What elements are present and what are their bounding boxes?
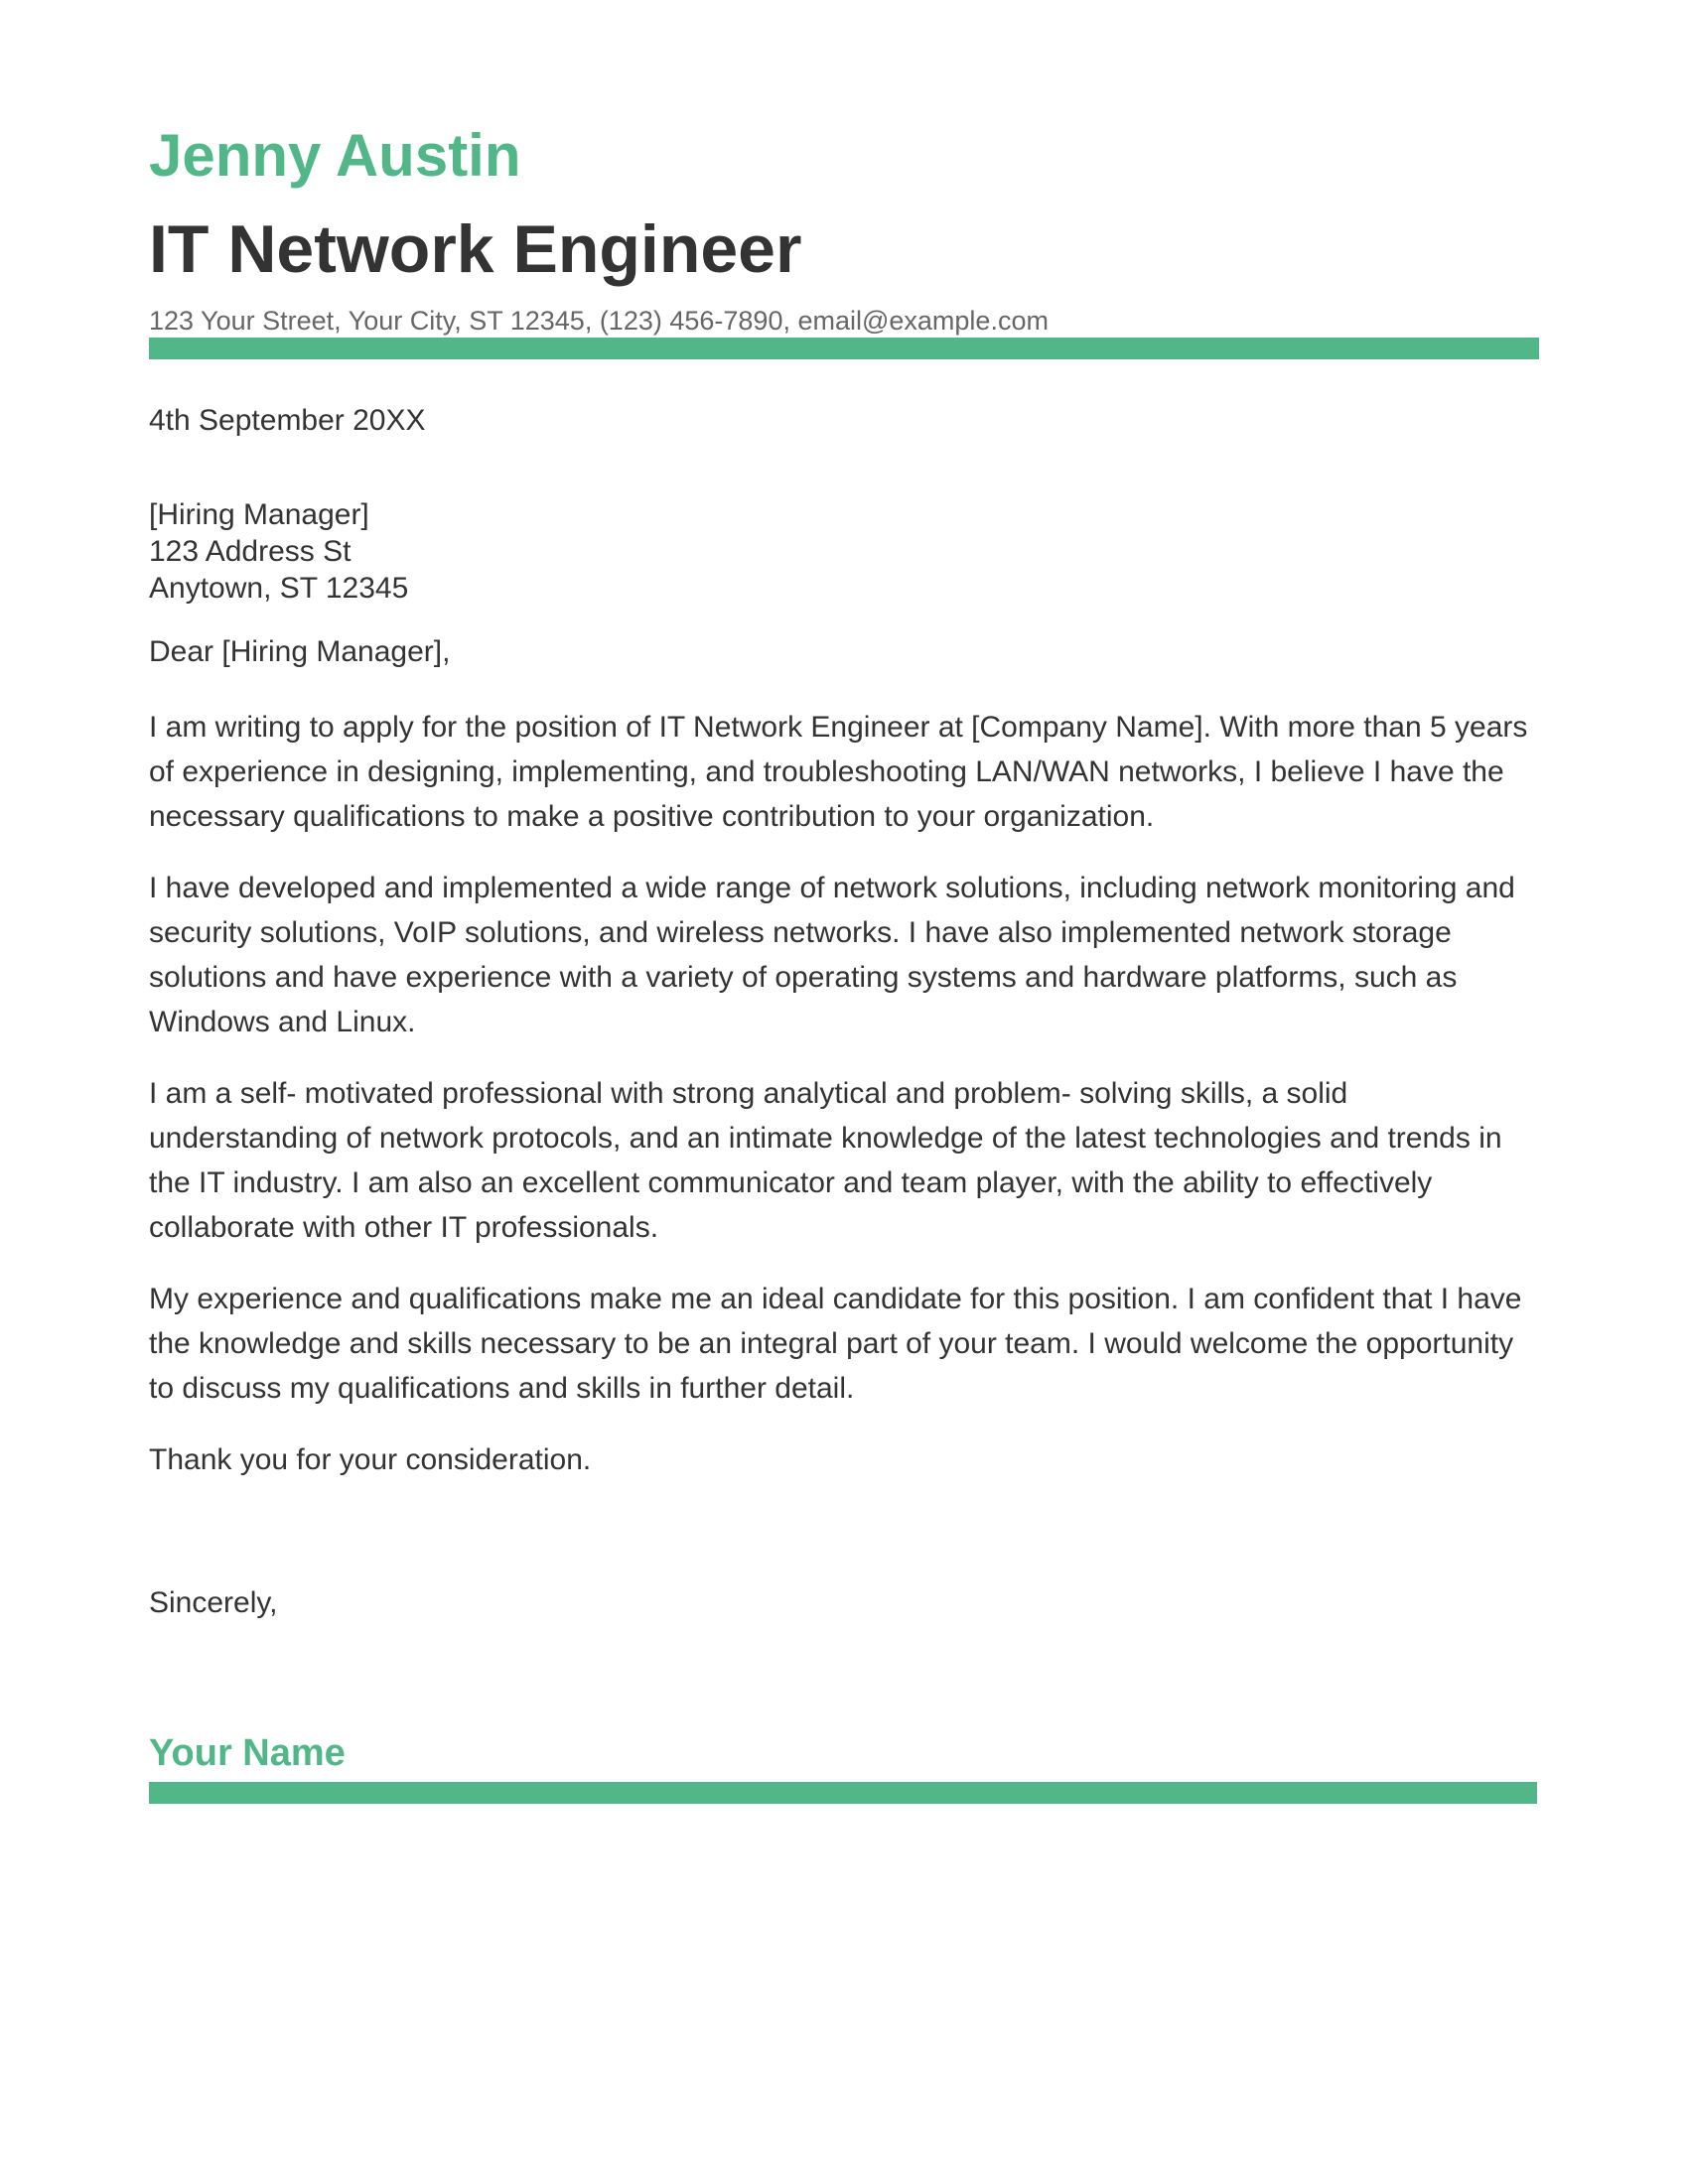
footer-divider	[149, 1782, 1537, 1804]
letter-body	[149, 705, 1539, 1509]
body-paragraph: I have developed and implemented a wide range of network solutions, including network monitoring and security solutions, VoIP solutions, and wireless networks. I have also implemented network storage solutions and have experience with a variety of operating systems and hardware platforms, such as Windows and Linux.	[149, 872, 1515, 1038]
recipient-address-line1: 123 Address St	[149, 535, 352, 568]
letter-date: 4th September 20XX	[149, 404, 426, 437]
recipient-address	[149, 496, 408, 607]
body-paragraph: Thank you for your consideration.	[149, 1443, 592, 1476]
body-paragraph: I am a self- motivated professional with strong analytical and problem- solving skills, a solid understanding of network protocols, and an intimate knowledge of the latest technologies and trends in the IT industry. I am also an excellent communicator and team player, with the ability to effectively collaborate with other IT professionals.	[149, 1077, 1502, 1244]
recipient-name: [Hiring Manager]	[149, 498, 369, 531]
applicant-name: Jenny Austin	[149, 122, 521, 189]
body-paragraph: My experience and qualifications make me an ideal candidate for this position. I am confident that I have the knowledge and skills necessary to be an integral part of your team. I would welcome the opportunity to discuss my qualifications and skills in further detail.	[149, 1283, 1522, 1405]
signature-name: Your Name	[149, 1732, 346, 1774]
recipient-address-line2: Anytown, ST 12345	[149, 572, 409, 605]
header-divider	[149, 338, 1539, 359]
body-paragraph: I am writing to apply for the position of IT Network Engineer at [Company Name]. With more than 5 years of experience in designing, implementing, and troubleshooting LAN/WAN networks, I believe I have the necessary qualifications to make a positive contribution to your organization.	[149, 711, 1528, 833]
job-title: IT Network Engineer	[149, 211, 802, 287]
closing: Sincerely,	[149, 1586, 278, 1619]
contact-info: 123 Your Street, Your City, ST 12345, (123) 456-7890, email@example.com	[149, 306, 1049, 336]
salutation: Dear [Hiring Manager],	[149, 635, 451, 668]
